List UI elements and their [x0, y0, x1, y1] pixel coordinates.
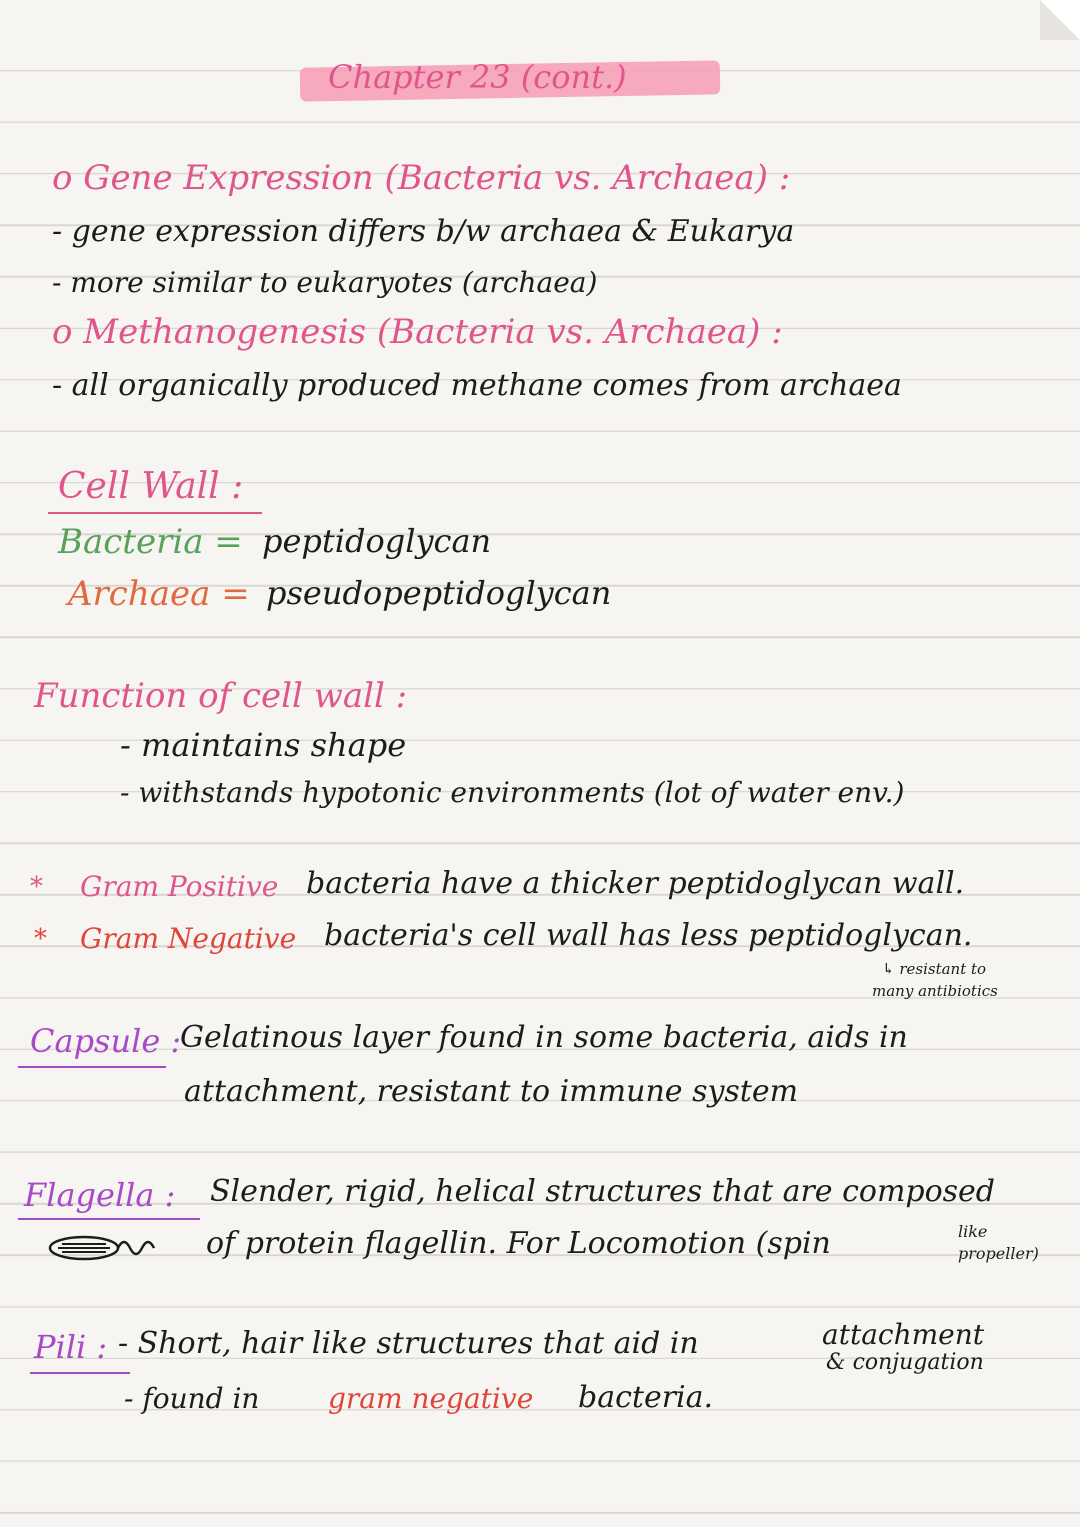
flagella-line2: of protein flagellin. For Locomotion (spin [206, 1226, 831, 1261]
capsule-label: Capsule : [30, 1022, 182, 1060]
archaea-label: Archaea = [68, 574, 250, 614]
capsule-line2: attachment, resistant to immune system [184, 1074, 799, 1109]
bacteria-label: Bacteria = [58, 522, 243, 562]
pili-line2-post: bacteria. [578, 1380, 714, 1415]
flagella-underline [18, 1218, 200, 1220]
pili-line1-end1: attachment [822, 1318, 985, 1351]
gram-negative-star: * [34, 924, 47, 954]
flagella-label: Flagella : [24, 1176, 176, 1214]
gene-expression-heading: o Gene Expression (Bacteria vs. Archaea) : [52, 158, 791, 198]
function-item1: - maintains shape [120, 726, 407, 764]
pili-line1-end2: & conjugation [826, 1350, 984, 1375]
pili-line2-pre: - found in [124, 1382, 260, 1415]
gram-negative-label: Gram Negative [80, 922, 297, 955]
cell-wall-underline [48, 512, 262, 514]
gram-note-line1: ↳ resistant to [882, 960, 987, 978]
archaea-value: pseudopeptidoglycan [266, 574, 612, 612]
page-corner [1040, 0, 1080, 40]
methanogenesis-line1: - all organically produced methane comes from archaea [52, 368, 902, 403]
gram-positive-label: Gram Positive [80, 870, 279, 903]
gram-negative-text: bacteria's cell wall has less peptidoglycan. [324, 918, 973, 953]
cell-wall-heading: Cell Wall : [58, 466, 244, 507]
flagella-line1: Slender, rigid, helical structures that are composed [210, 1174, 996, 1209]
gram-note-line2: many antibiotics [872, 982, 998, 1000]
methanogenesis-heading: o Methanogenesis (Bacteria vs. Archaea) : [52, 312, 783, 352]
bacteria-value: peptidoglycan [262, 522, 492, 560]
page-title: Chapter 23 (cont.) [328, 58, 627, 96]
pili-line1: - Short, hair like structures that aid in [118, 1326, 699, 1361]
gram-positive-star: * [30, 872, 43, 902]
flagella-note-like: like [958, 1222, 988, 1241]
capsule-underline [18, 1066, 166, 1068]
function-heading: Function of cell wall : [34, 676, 408, 716]
flagellum-drawing-icon [44, 1228, 164, 1268]
pili-label: Pili : [34, 1328, 108, 1366]
function-item2: - withstands hypotonic environments (lot of water env.) [120, 776, 905, 809]
gram-positive-text: bacteria have a thicker peptidoglycan wall. [306, 866, 965, 901]
gene-expression-line2: - more similar to eukaryotes (archaea) [52, 266, 598, 299]
pili-line2-red: gram negative [328, 1382, 534, 1415]
capsule-line1: Gelatinous layer found in some bacteria, aids in [180, 1020, 908, 1055]
flagella-note-propeller: propeller) [958, 1244, 1039, 1263]
gene-expression-line1: - gene expression differs b/w archaea & Eukarya [52, 214, 795, 249]
pili-underline [30, 1372, 130, 1374]
